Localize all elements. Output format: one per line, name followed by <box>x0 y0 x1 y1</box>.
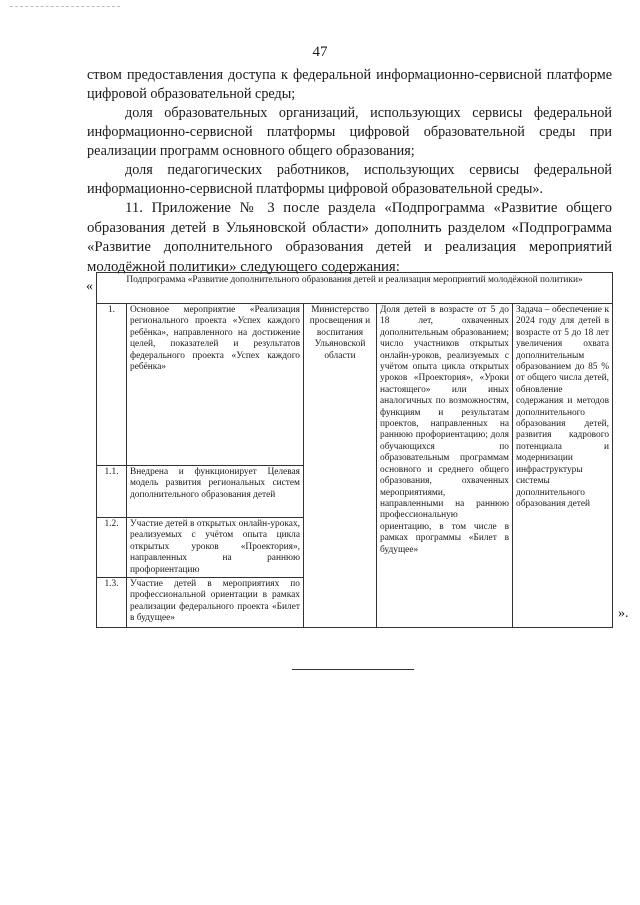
responsible-cell: Министерство просвещения и воспитания Ульяновской области <box>304 304 377 628</box>
row-number: 1. <box>97 304 127 466</box>
quote-open: « <box>86 279 93 294</box>
scan-artifact <box>10 6 120 11</box>
row-number: 1.3. <box>97 578 127 628</box>
indicators-cell: Доля детей в возрасте от 5 до 18 лет, охваченных дополнительным образованием; число участников открытых онлайн-уроков, реализуемых с учётом опыта цикла открытых уроков «Проектория», «Уроки настоящего» или иных аналогичных по возможностям, функциям и результатам проектов, направленных на раннюю профориентацию; доля обучающихся по образовательным программам основного и среднего общего образования, охваченных мероприятиями, направленными на раннюю профессиональную ориентацию, в том числе в рамках программы «Билет в будущее» <box>377 304 513 628</box>
quote-close: ». <box>618 606 629 621</box>
paragraph: доля образовательных организаций, использующих сервисы федеральной информационно-сервисной платформы цифровой образовательной среды при реализации программ основного общего образования; <box>87 105 612 159</box>
end-rule <box>292 669 414 670</box>
activity-cell: Внедрена и функционирует Целевая модель развития региональных систем дополнительного образования детей <box>127 466 304 518</box>
body-text <box>87 66 612 277</box>
table-header: Подпрограмма «Развитие дополнительного образования детей и реализация мероприятий молодёжной политики» <box>97 273 613 304</box>
page-number: 47 <box>312 44 328 60</box>
paragraph-item-11: 11. Приложение № 3 после раздела «Подпрограмма «Развитие общего образования детей в Ульяновской области» дополнить разделом «Подпрограмма «Развитие дополнительного образования детей и реализация мероприятий молодёжной политики» следующего содержания: <box>87 200 612 275</box>
activity-cell: Основное мероприятие «Реализация регионального проекта «Успех каждого ребёнка», направленного на достижение целей, показателей и результатов федерального проекта «Успех каждого ребёнка» <box>127 304 304 466</box>
paragraph: доля педагогических работников, использующих сервисы федеральной информационно-сервисной платформы цифровой образовательной среды». <box>87 162 612 197</box>
paragraph: ством предоставления доступа к федеральной информационно-сервисной платформе цифровой образовательной среды; <box>87 67 612 102</box>
row-number: 1.1. <box>97 466 127 518</box>
activity-cell: Участие детей в мероприятиях по профессиональной ориентации в рамках реализации федерального проекта «Билет в будущее» <box>127 578 304 628</box>
row-number: 1.2. <box>97 518 127 578</box>
task-cell: Задача – обеспечение к 2024 году для детей в возрасте от 5 до 18 лет увеличения охвата дополнительным образованием до 85 % от общего числа детей, обновление содержания и методов дополнительного образования детей, развития кадрового потенциала и модернизации инфраструктуры системы дополнительного образования детей <box>513 304 613 628</box>
activity-cell: Участие детей в открытых онлайн-уроках, реализуемых с учётом опыта цикла открытых уроков «Проектория», направленных на раннюю профориентацию <box>127 518 304 578</box>
subprogram-table <box>96 272 613 628</box>
